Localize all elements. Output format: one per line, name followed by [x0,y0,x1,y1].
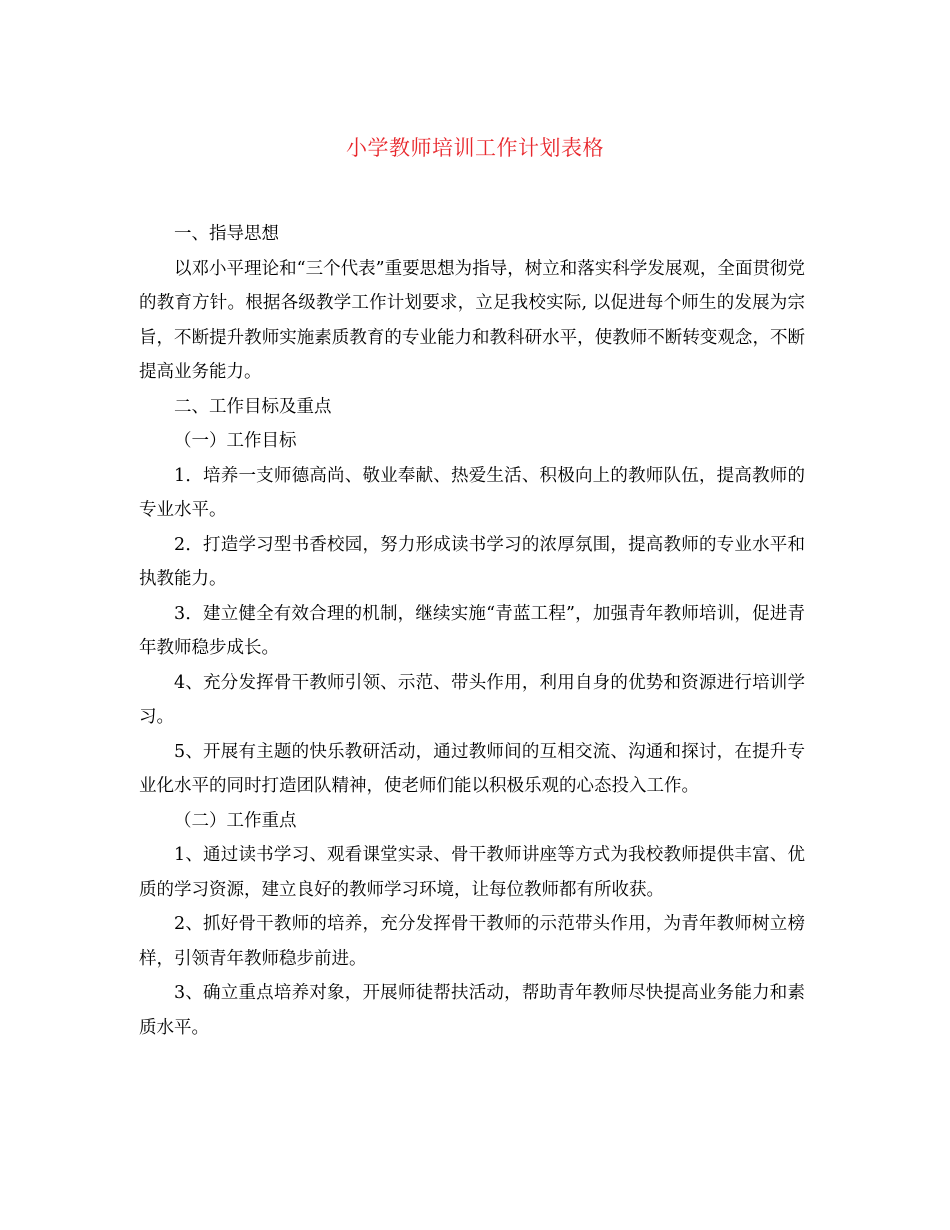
goal-item-5: 5、开展有主题的快乐教研活动，通过教师间的互相交流、沟通和探讨，在提升专业化水平的同时打造团队精神，使老师们能以积极乐观的心态投入工作。 [139,741,805,796]
goal-item-4: 4、充分发挥骨干教师引领、示范、带头作用，利用自身的优势和资源进行培训学习。 [139,672,805,727]
focus-item-1: 1、通过读书学习、观看课堂实录、骨干教师讲座等方式为我校教师提供丰富、优质的学习资源，建立良好的教师学习环境，让每位教师都有所收获。 [139,845,805,900]
section-heading-goals-and-focus: 二、工作目标及重点 [174,396,332,417]
goal-item-1: 1．培养一支师德高尚、敬业奉献、热爱生活、积极向上的教师队伍，提高教师的专业水平。 [139,465,805,520]
subsection-heading-work-focus: （二）工作重点 [174,810,297,831]
paragraph-guiding-ideology: 以邓小平理论和“三个代表”重要思想为指导，树立和落实科学发展观，全面贯彻党的教育方针。根据各级教学工作计划要求，立足我校实际, 以促进每个师生的发展为宗旨，不断提升教师实施素质教育的专业能力和教科研水平，使教师不断转变观念，不断提高业务能力。 [139,258,805,382]
focus-item-3: 3、确立重点培养对象，开展师徒帮扶活动，帮助青年教师尽快提高业务能力和素质水平。 [139,983,805,1038]
goal-item-2: 2．打造学习型书香校园，努力形成读书学习的浓厚氛围，提高教师的专业水平和执教能力。 [139,534,805,589]
subsection-heading-work-goals: （一）工作目标 [174,431,297,451]
document-title: 小学教师培训工作计划表格 [346,136,604,160]
section-heading-guiding-ideology: 一、指导思想 [174,224,279,244]
document-body [139,217,805,1045]
focus-item-2: 2、抓好骨干教师的培养，充分发挥骨干教师的示范带头作用，为青年教师树立榜样，引领青年教师稳步前进。 [139,914,805,969]
goal-item-3: 3．建立健全有效合理的机制，继续实施“青蓝工程”，加强青年教师培训，促进青年教师稳步成长。 [139,603,805,658]
